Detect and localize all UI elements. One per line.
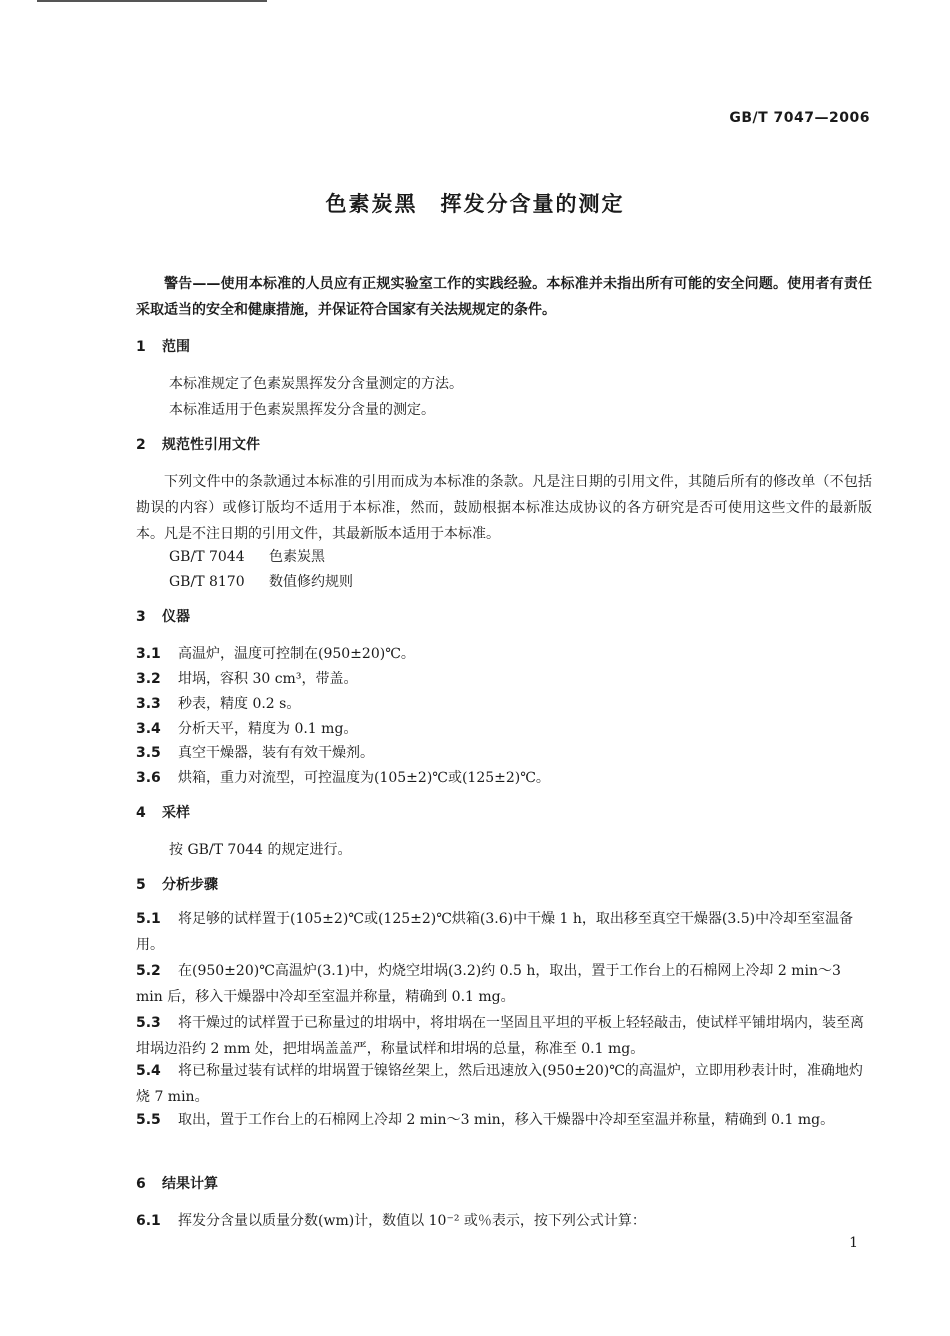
reference-code: GB/T 7044: [169, 549, 245, 565]
apparatus-item: [136, 718, 357, 738]
apparatus-item: [136, 668, 357, 688]
section-number: 6: [136, 1176, 146, 1192]
clause-number: 3.2: [136, 671, 161, 687]
section-number: 2: [136, 437, 146, 453]
clause-number: 3.4: [136, 721, 161, 737]
section-title: 规范性引用文件: [162, 437, 260, 453]
section-number: 1: [136, 339, 146, 355]
sampling-text: 按 GB/T 7044 的规定进行。: [169, 842, 352, 858]
procedure-item: [136, 1058, 872, 1110]
clause-number: 3.5: [136, 745, 161, 761]
clause-text: 真空干燥器，装有有效干燥剂。: [178, 745, 374, 761]
calculation-item: [136, 1210, 646, 1230]
clause-number: 3.1: [136, 646, 161, 662]
section-heading-4: [136, 802, 190, 822]
clause-number: 6.1: [136, 1213, 161, 1229]
reference-name: 色素炭黑: [269, 549, 325, 565]
normative-intro: 下列文件中的条款通过本标准的引用而成为本标准的条款。凡是注日期的引用文件，其随后所有的修改单（不包括勘误的内容）或修订版均不适用于本标准，然而，鼓励根据本标准达成协议的各方研究是否可使用这些文件的最新版本。凡是不注日期的引用文件，其最新版本适用于本标准。: [136, 474, 872, 542]
apparatus-item: [136, 742, 374, 762]
clause-number: 5.2: [136, 963, 161, 979]
procedure-item: [136, 958, 872, 1010]
clause-text: 将已称量过装有试样的坩埚置于镍铬丝架上，然后迅速放入(950±20)℃的高温炉，立即用秒表计时，准确地灼烧 7 min。: [136, 1063, 863, 1105]
section-heading-6: [136, 1173, 218, 1193]
clause-text: 将干燥过的试样置于已称量过的坩埚中，将坩埚在一坚固且平坦的平板上轻轻敲击，使试样平铺坩埚内，装至离坩埚边沿约 2 mm 处，把坩埚盖盖严，称量试样和坩埚的总量，称准至 0.1 mg。: [136, 1015, 864, 1057]
reference-name: 数值修约规则: [269, 574, 353, 590]
section-heading-1: [136, 336, 190, 356]
section-title: 结果计算: [162, 1176, 218, 1192]
section-number: 5: [136, 877, 146, 893]
reference-item: [169, 571, 353, 591]
apparatus-item: [136, 643, 415, 663]
clause-number: 5.1: [136, 911, 161, 927]
clause-number: 5.5: [136, 1112, 161, 1128]
section-heading-3: [136, 606, 190, 626]
page-number: 1: [849, 1235, 858, 1251]
section-number: 3: [136, 609, 146, 625]
section-title: 范围: [162, 339, 190, 355]
clause-text: 将足够的试样置于(105±2)℃或(125±2)℃烘箱(3.6)中干燥 1 h，取出移至真空干燥器(3.5)中冷却至室温备用。: [136, 911, 854, 953]
procedure-item: [136, 1107, 872, 1133]
standard-number: GB/T 7047—2006: [729, 110, 870, 126]
scope-line-2: 本标准适用于色素炭黑挥发分含量的测定。: [169, 402, 435, 418]
section-heading-2: [136, 434, 260, 454]
reference-code: GB/T 8170: [169, 574, 245, 590]
procedure-item: [136, 1010, 872, 1062]
procedure-item: [136, 906, 872, 958]
clause-text: 取出，置于工作台上的石棉网上冷却 2 min～3 min，移入干燥器中冷却至室温并称量，精确到 0.1 mg。: [178, 1112, 835, 1128]
clause-number: 5.4: [136, 1063, 161, 1079]
document-title: 色素炭黑 挥发分含量的测定: [325, 192, 625, 216]
clause-text: 分析天平，精度为 0.1 mg。: [178, 721, 358, 737]
apparatus-item: [136, 693, 300, 713]
clause-number: 3.6: [136, 770, 161, 786]
clause-text: 在(950±20)℃高温炉(3.1)中，灼烧空坩埚(3.2)约 0.5 h，取出，置于工作台上的石棉网上冷却 2 min～3 min 后，移入干燥器中冷却至室温并称量，精确到 0.1 mg。: [136, 963, 841, 1005]
apparatus-item: [136, 767, 550, 787]
clause-text: 烘箱，重力对流型，可控温度为(105±2)℃或(125±2)℃。: [178, 770, 550, 786]
section-title: 分析步骤: [162, 877, 218, 893]
section-number: 4: [136, 805, 146, 821]
clause-number: 3.3: [136, 696, 161, 712]
clause-text: 秒表，精度 0.2 s。: [178, 696, 301, 712]
section-title: 采样: [162, 805, 190, 821]
clause-text: 高温炉，温度可控制在(950±20)℃。: [178, 646, 415, 662]
clause-text: 挥发分含量以质量分数(wm)计，数值以 10⁻² 或％表示，按下列公式计算：: [178, 1213, 646, 1229]
scope-line-1: 本标准规定了色素炭黑挥发分含量测定的方法。: [169, 376, 463, 392]
clause-text: 坩埚，容积 30 cm³，带盖。: [178, 671, 358, 687]
warning-paragraph: 警告——使用本标准的人员应有正规实验室工作的实践经验。本标准并未指出所有可能的安全问题。使用者有责任采取适当的安全和健康措施，并保证符合国家有关法规规定的条件。: [136, 276, 872, 318]
header-rule: [37, 0, 267, 2]
section-heading-5: [136, 874, 218, 894]
reference-item: [169, 546, 325, 566]
clause-number: 5.3: [136, 1015, 161, 1031]
section-title: 仪器: [162, 609, 190, 625]
